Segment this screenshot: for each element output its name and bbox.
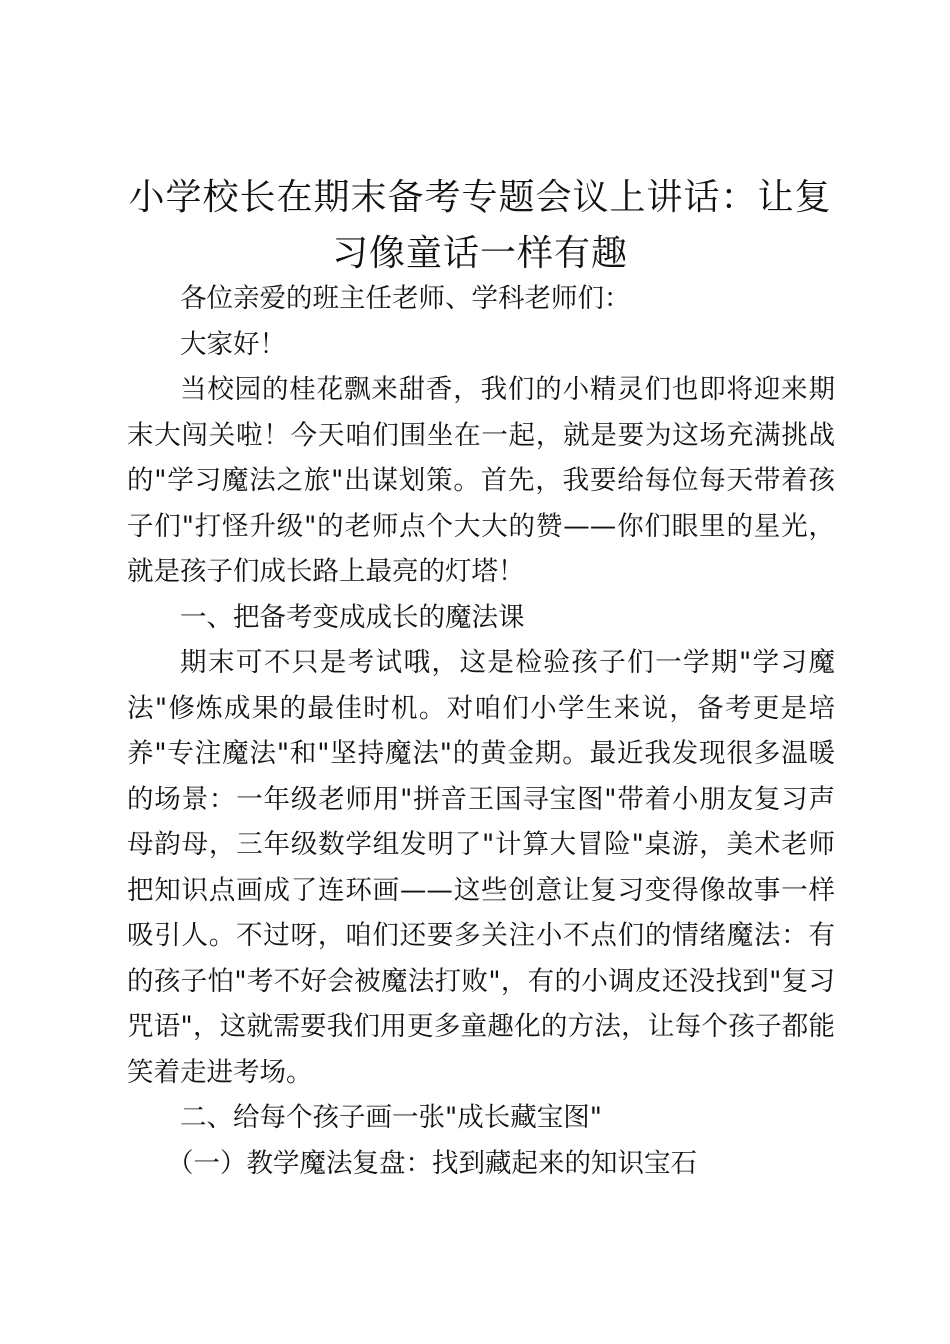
section-1-paragraph: 期末可不只是考试哦，这是检验孩子们一学期"学习魔法"修炼成果的最佳时机。对咱们小学生来说，备考更是培养"专注魔法"和"坚持魔法"的黄金期。最近我发现很多温暖的场景：一年级老师用"拼音王国寻宝图"带着小朋友复习声母韵母，三年级数学组发明了"计算大冒险"桌游，美术老师把知识点画成了连环画——这些创意让复习变得像故事一样吸引人。不过呀，咱们还要多关注小不点们的情绪魔法：有的孩子怕"考不好会被魔法打败"，有的小调皮还没找到"复习咒语"，这就需要我们用更多童趣化的方法，让每个孩子都能笑着走进考场。 [127, 647, 835, 1088]
section-2-subheading-1: （一）教学魔法复盘：找到藏起来的知识宝石 [167, 1147, 697, 1179]
salutation: 各位亲爱的班主任老师、学科老师们： [180, 283, 631, 314]
document-body [127, 276, 835, 1186]
section-2-heading: 二、给每个孩子画一张"成长藏宝图" [180, 1102, 602, 1133]
document-title: 小学校长在期末备考专题会议上讲话：让复习像童话一样有趣 [128, 177, 832, 274]
intro-paragraph: 当校园的桂花飘来甜香，我们的小精灵们也即将迎来期末大闯关啦！今天咱们围坐在一起，就是要为这场充满挑战的"学习魔法之旅"出谋划策。首先，我要给每位每天带着孩子们"打怪升级"的老师点个大大的赞——你们眼里的星光，就是孩子们成长路上最亮的灯塔！ [127, 374, 835, 587]
section-1-heading: 一、把备考变成成长的魔法课 [180, 601, 525, 633]
greeting: 大家好！ [180, 328, 286, 360]
